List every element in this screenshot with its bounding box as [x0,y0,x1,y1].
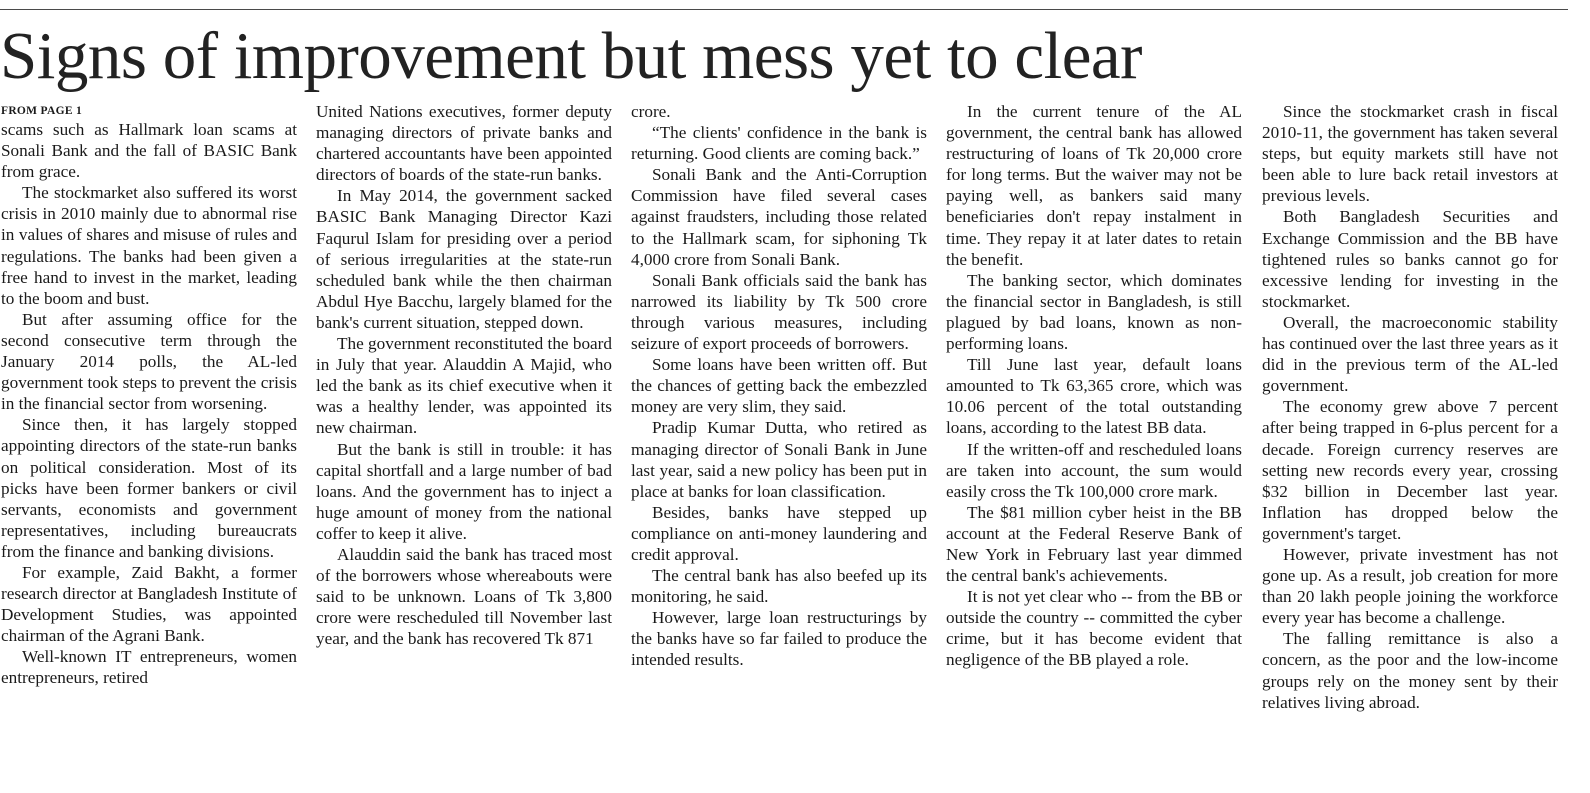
paragraph: United Nations executives, former deputy managing directors of private banks and chartered accountants have been appointed directors of boards of the state-run banks. [316,102,612,185]
paragraph: The $81 million cyber heist in the BB account at the Federal Reserve Bank of New York in February last year dimmed the central bank's achievements. [946,502,1242,586]
paragraph: Besides, banks have stepped up compliance on anti-money laundering and credit approval. [631,502,927,564]
paragraph: Alauddin said the bank has traced most of the borrowers whose whereabouts were said to be unknown. Loans of Tk 3,800 crore were rescheduled till November last year, and the bank has recovered Tk 871 [316,544,612,649]
paragraph: scams such as Hallmark loan scams at Sonali Bank and the fall of BASIC Bank from grace. [1,120,297,182]
article-column-5 [1262,101,1558,793]
jump-label: FROM PAGE 1 [1,105,83,117]
article-column-1 [1,101,297,793]
paragraph: Sonali Bank officials said the bank has narrowed its liability by Tk 500 crore through various measures, including seizure of export proceeds of borrowers. [631,270,927,354]
paragraph: In the current tenure of the AL government, the central bank has allowed restructuring of loans of Tk 20,000 crore for long terms. But the waiver may not be paying well, as bankers said many beneficiaries don't repay instalment in time. They repay it at later dates to retain the benefit. [946,102,1242,269]
paragraph: The banking sector, which dominates the financial sector in Bangladesh, is still plagued by bad loans, known as non-performing loans. [946,270,1242,354]
article-column-3 [631,101,927,793]
paragraph: However, large loan restructurings by the banks have so far failed to produce the intended results. [631,608,927,670]
paragraph: The falling remittance is also a concern, as the poor and the low-income groups rely on the money sent by their relatives living abroad. [1262,629,1558,712]
article-column-4 [946,101,1242,793]
paragraph: Since the stockmarket crash in fiscal 2010-11, the government has taken several steps, but equity markets still have not been able to lure back retail investors at previous levels. [1262,102,1558,206]
paragraph: Overall, the macroeconomic stability has continued over the last three years as it did in the previous term of the AL-led government. [1262,312,1558,396]
paragraph: Till June last year, default loans amounted to Tk 63,365 crore, which was 10.06 percent of the total outstanding loans, according to the latest BB data. [946,355,1242,438]
paragraph: The economy grew above 7 percent after being trapped in 6-plus percent for a decade. Foreign currency reserves are setting new records every year, crossing $32 billion in December last year. Inflation has dropped below the government's target. [1262,397,1558,543]
article-column-2 [316,101,612,793]
paragraph: The stockmarket also suffered its worst crisis in 2010 mainly due to abnormal rise in values of shares and misuse of rules and regulations. The banks had been given a free hand to invest in the market, leading to the boom and bust. [1,183,297,308]
paragraph: Pradip Kumar Dutta, who retired as managing director of Sonali Bank in June last year, said a new policy has been put in place at banks for loan classification. [631,418,927,501]
paragraph: If the written-off and rescheduled loans are taken into account, the sum would easily cross the Tk 100,000 crore mark. [946,439,1242,501]
paragraph: Well-known IT entrepreneurs, women entrepreneurs, retired [1,647,297,688]
paragraph: But after assuming office for the second consecutive term through the January 2014 polls, the AL-led government took steps to prevent the crisis in the financial sector from worsening. [1,309,297,414]
paragraph: The central bank has also beefed up its monitoring, he said. [631,566,927,607]
paragraph: However, private investment has not gone up. As a result, job creation for more than 20 lakh people joining the workforce every year has become a challenge. [1262,544,1558,628]
paragraph: It is not yet clear who -- from the BB or outside the country -- committed the cyber crime, but it has become evident that negligence of the BB played a role. [946,587,1242,670]
paragraph: Since then, it has largely stopped appointing directors of the state-run banks on political consideration. Most of its picks have been former bankers or civil servants, economists and government representatives, including bureaucrats from the finance and banking divisions. [1,415,297,561]
paragraph: Sonali Bank and the Anti-Corruption Commission have filed several cases against fraudsters, including those related to the Hallmark scam, for siphoning Tk 4,000 crore from Sonali Bank. [631,165,927,269]
paragraph: In May 2014, the government sacked BASIC Bank Managing Director Kazi Faqurul Islam for presiding over a period of serious irregularities at the state-run scheduled bank while the then chairman Abdul Hye Bacchu, largely blamed for the bank's current situation, stepped down. [316,186,612,332]
paragraph: “The clients' confidence in the bank is returning. Good clients are coming back.” [631,123,927,164]
paragraph: The government reconstituted the board in July that year. Alauddin A Majid, who led the bank as its chief executive when it was a healthy lender, was appointed its new chairman. [316,334,612,438]
headline: Signs of improvement but mess yet to clear [0,19,1142,93]
paragraph: For example, Zaid Bakht, a former research director at Bangladesh Institute of Development Studies, was appointed chairman of the Agrani Bank. [1,562,297,646]
top-rule [0,9,1568,10]
paragraph: Both Bangladesh Securities and Exchange Commission and the BB have tightened rules so banks cannot go for excessive lending for investing in the stockmarket. [1262,207,1558,311]
paragraph: Some loans have been written off. But the chances of getting back the embezzled money are very slim, they said. [631,355,927,417]
paragraph: crore. [631,102,671,121]
paragraph: But the bank is still in trouble: it has capital shortfall and a large number of bad loans. And the government has to inject a huge amount of money from the national coffer to keep it alive. [316,439,612,543]
